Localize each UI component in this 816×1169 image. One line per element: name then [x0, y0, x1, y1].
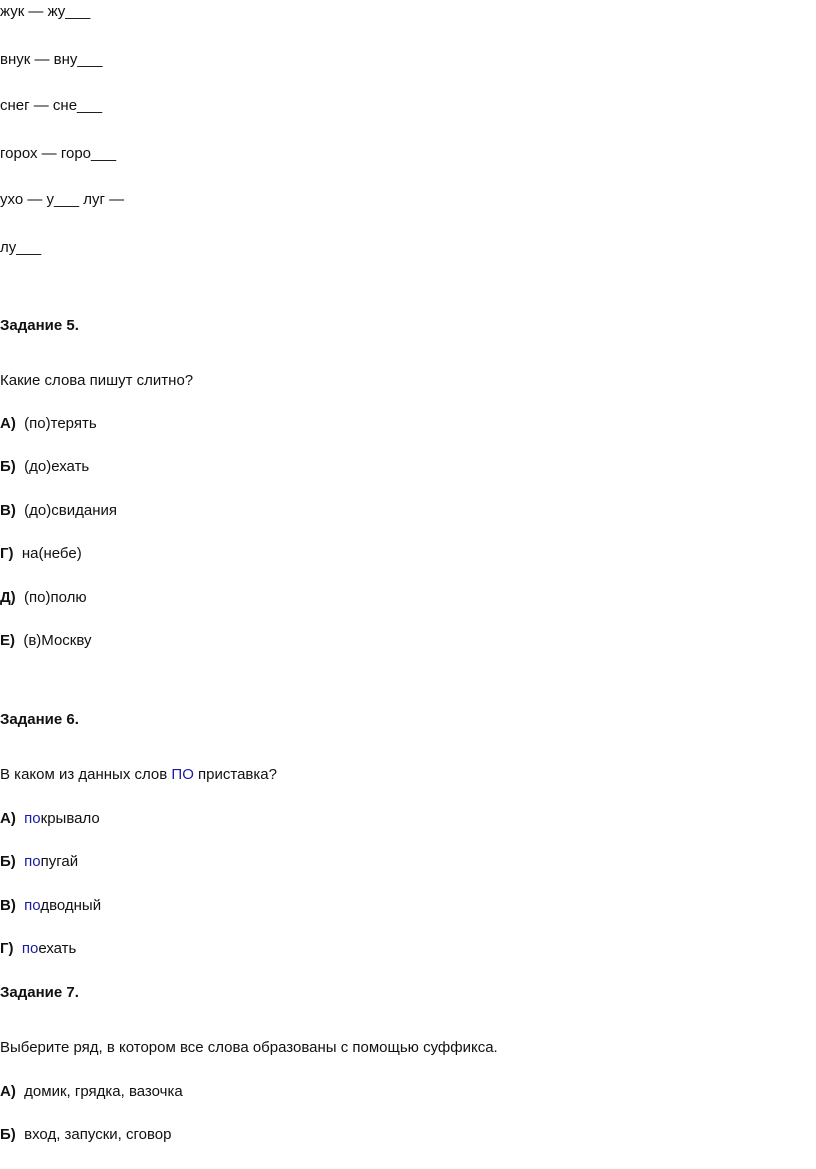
task7-option-a: [0, 1082, 183, 1102]
word-pair-line: лу___: [0, 239, 42, 256]
option-prefix: по: [21, 940, 39, 957]
word-pair-line: снег — сне___: [0, 97, 103, 114]
option-text: на(небе): [21, 545, 82, 562]
option-letter: А): [0, 415, 16, 432]
option-text: (до)ехать: [24, 458, 90, 475]
option-prefix: по: [24, 897, 41, 914]
question-text: В каком из данных слов: [0, 766, 172, 783]
task6-question: [0, 765, 277, 785]
option-letter: Б): [0, 458, 16, 475]
task6-option-b: [0, 852, 78, 872]
option-letter: Г): [0, 940, 14, 957]
option-letter: А): [0, 1083, 16, 1100]
task5-option-b: [0, 457, 89, 477]
option-letter: В): [0, 897, 16, 914]
option-letter: Б): [0, 1126, 16, 1143]
task5-option-e: [0, 588, 87, 608]
task7-heading: Задание 7.: [0, 984, 79, 1001]
option-letter: Г): [0, 545, 14, 562]
task6-option-a: [0, 809, 100, 829]
option-prefix: по: [24, 853, 41, 870]
task5-option-f: [0, 631, 92, 651]
task5-option-d: [0, 544, 82, 564]
option-letter: Е): [0, 632, 15, 649]
option-text: (по)терять: [24, 415, 97, 432]
task7-question: Выберите ряд, в котором все слова образованы с помощью суффикса.: [0, 1039, 498, 1056]
question-highlight: ПО: [171, 766, 194, 783]
option-text: (по)полю: [24, 589, 87, 606]
option-text: (до)свидания: [24, 502, 117, 519]
option-letter: А): [0, 810, 16, 827]
task7-option-b: [0, 1125, 171, 1145]
task6-option-c: [0, 896, 101, 916]
question-text: приставка?: [193, 766, 277, 783]
word-pair-line: горох — горо___: [0, 145, 117, 162]
task5-heading: Задание 5.: [0, 317, 79, 334]
option-letter: Б): [0, 853, 16, 870]
option-letter: Д): [0, 589, 16, 606]
option-text: домик, грядка, вазочка: [24, 1083, 183, 1100]
word-pair-line: ухо — у___ луг —: [0, 191, 125, 208]
word-pair-line: внук — вну___: [0, 51, 103, 68]
option-rest: пугай: [40, 853, 79, 870]
task6-option-d: [0, 939, 76, 959]
option-rest: дводный: [40, 897, 102, 914]
option-rest: крывало: [40, 810, 100, 827]
task5-question: Какие слова пишут слитно?: [0, 372, 194, 389]
option-text: вход, запуски, сговор: [24, 1126, 172, 1143]
task5-option-c: [0, 501, 117, 521]
word-pair-line: жук — жу___: [0, 3, 91, 20]
option-prefix: по: [24, 810, 41, 827]
option-rest: ехать: [38, 940, 77, 957]
task5-option-a: [0, 414, 97, 434]
option-text: (в)Москву: [23, 632, 92, 649]
option-letter: В): [0, 502, 16, 519]
task6-heading: Задание 6.: [0, 711, 79, 728]
